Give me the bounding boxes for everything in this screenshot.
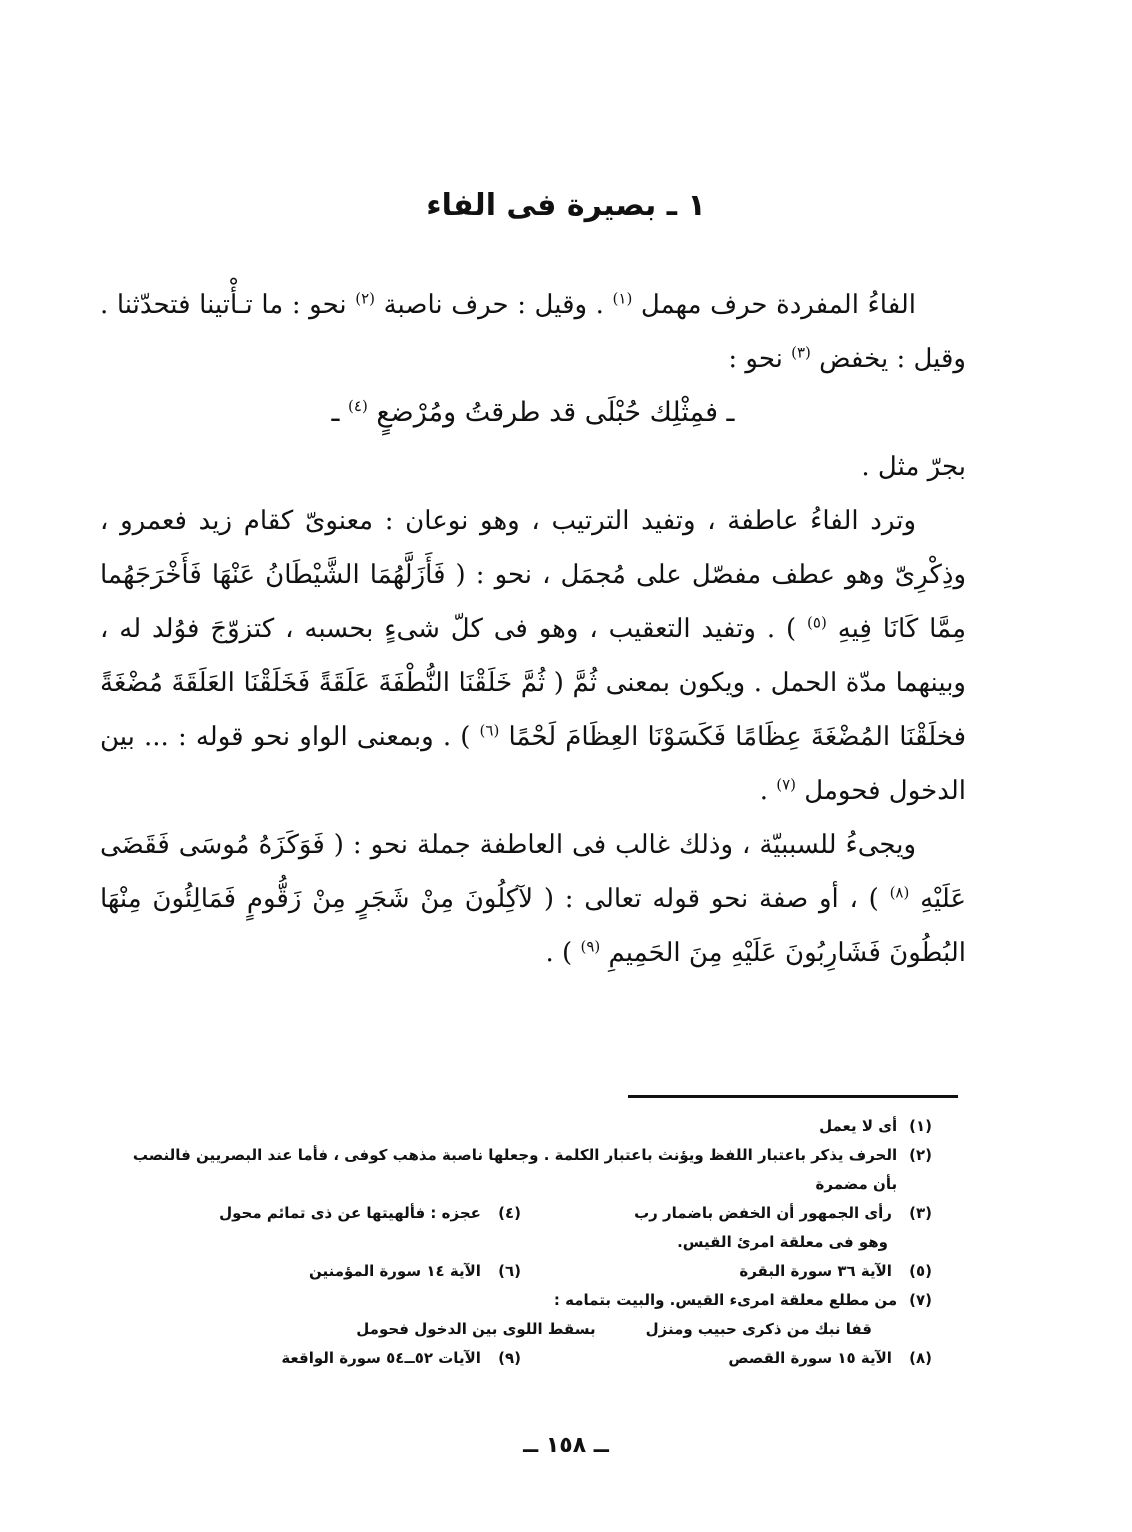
footnote-9 (110, 1344, 521, 1373)
footnote-text: الآية ١٥ سورة القصص (728, 1349, 892, 1367)
footnote-ref: (٦) (479, 721, 500, 740)
page-number: ــ ١٥٨ ــ (523, 1433, 609, 1458)
footnote-text: الآيات ٥٢ــ٥٤ سورة الواقعة (281, 1349, 481, 1367)
footnote-number: (٩) (498, 1349, 521, 1367)
footnote-text: الآية ١٤ سورة المؤمنين (308, 1262, 481, 1280)
footnote-ref: (٥) (807, 613, 827, 632)
footnotes (110, 1112, 932, 1373)
text-run: الفاءُ المفردة حرف مهمل (640, 290, 916, 320)
footnote-ref: (٢) (355, 289, 376, 308)
main-text (100, 278, 966, 980)
footnote-6 (110, 1257, 521, 1286)
text-run: نحو : ما تـأْتينا فتحدّثنا . وقيل : يخفض (100, 290, 966, 374)
verse-dash: ـ (331, 397, 340, 428)
footnote-text: الحرف يذكر باعتبار اللفظ ويؤنث باعتبار الكلمة . وجعلها ناصبة مذهب كوفى ، فأما عند البصريين فالنصب بأن مضمرة (132, 1146, 898, 1193)
footnote-text: رأى الجمهور أن الخفض باضمار رب (634, 1204, 892, 1222)
footnote-text: الآية ٣٦ سورة البقرة (739, 1262, 892, 1280)
footnote-4 (110, 1199, 521, 1228)
footnote-2 (110, 1141, 932, 1199)
footnote-number: (٣) (909, 1204, 932, 1222)
footnote-text: من مطلع معلقة امرىء القيس. والبيت بتمامه : (553, 1291, 898, 1309)
footnote-ref: (٤) (348, 397, 368, 415)
footnote-1 (110, 1112, 932, 1141)
footnote-separator (628, 1095, 958, 1098)
footnote-ref: (٨) (889, 883, 910, 902)
footnote-number: (١) (909, 1117, 932, 1135)
text-run: ) ، أو صفة نحو قوله تعالى : ( لآكِلُونَ مِنْ شَجَرٍ مِنْ زَقُّومٍ فَمَالِئُونَ مِنْهَا البُطُونَ فَشَارِبُونَ عَلَيْهِ مِنَ الحَمِيمِ (100, 884, 966, 968)
section-title: ١ ـ بصيرة فى الفاء (426, 188, 706, 223)
footnote-ref: (٧) (776, 775, 797, 794)
footnote-5 (521, 1257, 932, 1286)
footnote-number: (٨) (909, 1349, 932, 1367)
verse-text: ـ فمِثْلِك حُبْلَى قد طرقتُ ومُرْضعٍ (376, 397, 735, 428)
text-run: نحو : (728, 344, 783, 374)
text-run: وترد الفاءُ عاطفة ، وتفيد الترتيب ، وهو نوعان : معنوىّ كقام زيد فعمرو ، وذِكْرِىّ وهو عطف مفصّل على مُجمَل ، نحو : ( فَأَزَلَّهُمَا الشَّيْطَانُ عَنْهَا فَأَخْرَجَهُما مِمَّا كَانَا فِيهِ (100, 506, 967, 644)
hemistich-1: قفا نبك من ذكرى حبيب ومنزل (645, 1320, 872, 1338)
paragraph-4 (100, 818, 966, 980)
footnote-row-3-4 (110, 1199, 932, 1228)
footnote-7-couplet (110, 1315, 932, 1344)
text-run: ) . وبمعنى الواو نحو قوله : ... بين الدخول فحومل (100, 722, 966, 806)
text-run: ) . (545, 938, 573, 968)
text-run: ) . وتفيد التعقيب ، وهو فى كلّ شىءٍ بحسبه ، كتزوّجَ فوُلد له ، وبينهما مدّة الحمل . ويكون بمعنى ثُمَّ ( ثُمَّ خَلَقْنَا النُّطْفَةَ عَلَقَةً فَخَلَقْنَا العَلَقَةَ مُضْغَةً فخلَقْنَا المُضْغَةَ عِظَامًا فَكَسَوْنَا العِظَامَ لَحْمًا (100, 614, 967, 752)
text-run: . وقيل : حرف ناصبة (383, 290, 604, 320)
footnote-number: (٦) (498, 1262, 521, 1280)
footnote-text: أى لا يعمل (819, 1117, 898, 1135)
paragraph-3 (100, 494, 966, 818)
footnote-number: (٥) (909, 1262, 932, 1280)
paragraph-1 (100, 278, 966, 386)
paragraph-2: بجرّ مثل . (861, 452, 966, 482)
footnote-ref: (١) (612, 289, 633, 308)
footnote-ref: (٣) (791, 343, 811, 362)
poetry-verse (100, 386, 966, 440)
footnote-ref: (٩) (580, 937, 601, 956)
footnote-7 (110, 1286, 932, 1315)
footnote-row-5-6 (110, 1257, 932, 1286)
hemistich-2: بسقط اللوى بين الدخول فحومل (356, 1320, 596, 1338)
footnote-number: (٧) (909, 1291, 932, 1309)
footnote-text: عجزه : فألهيتها عن ذى تمائم محول (219, 1204, 481, 1222)
footnote-3 (521, 1199, 932, 1228)
text-run: . (759, 776, 768, 806)
text-run: ويجىءُ للسببيّة ، وذلك غالب فى العاطفة جملة نحو : ( فَوَكَزَهُ مُوسَى فَقَضَى عَلَيْهِ (100, 830, 967, 914)
footnote-3-continued: وهو فى معلقة امرئ القيس. (677, 1233, 888, 1251)
footnote-number: (٢) (909, 1146, 932, 1164)
footnote-number: (٤) (498, 1204, 521, 1222)
footnote-row-8-9 (110, 1344, 932, 1373)
footnote-8 (521, 1344, 932, 1373)
